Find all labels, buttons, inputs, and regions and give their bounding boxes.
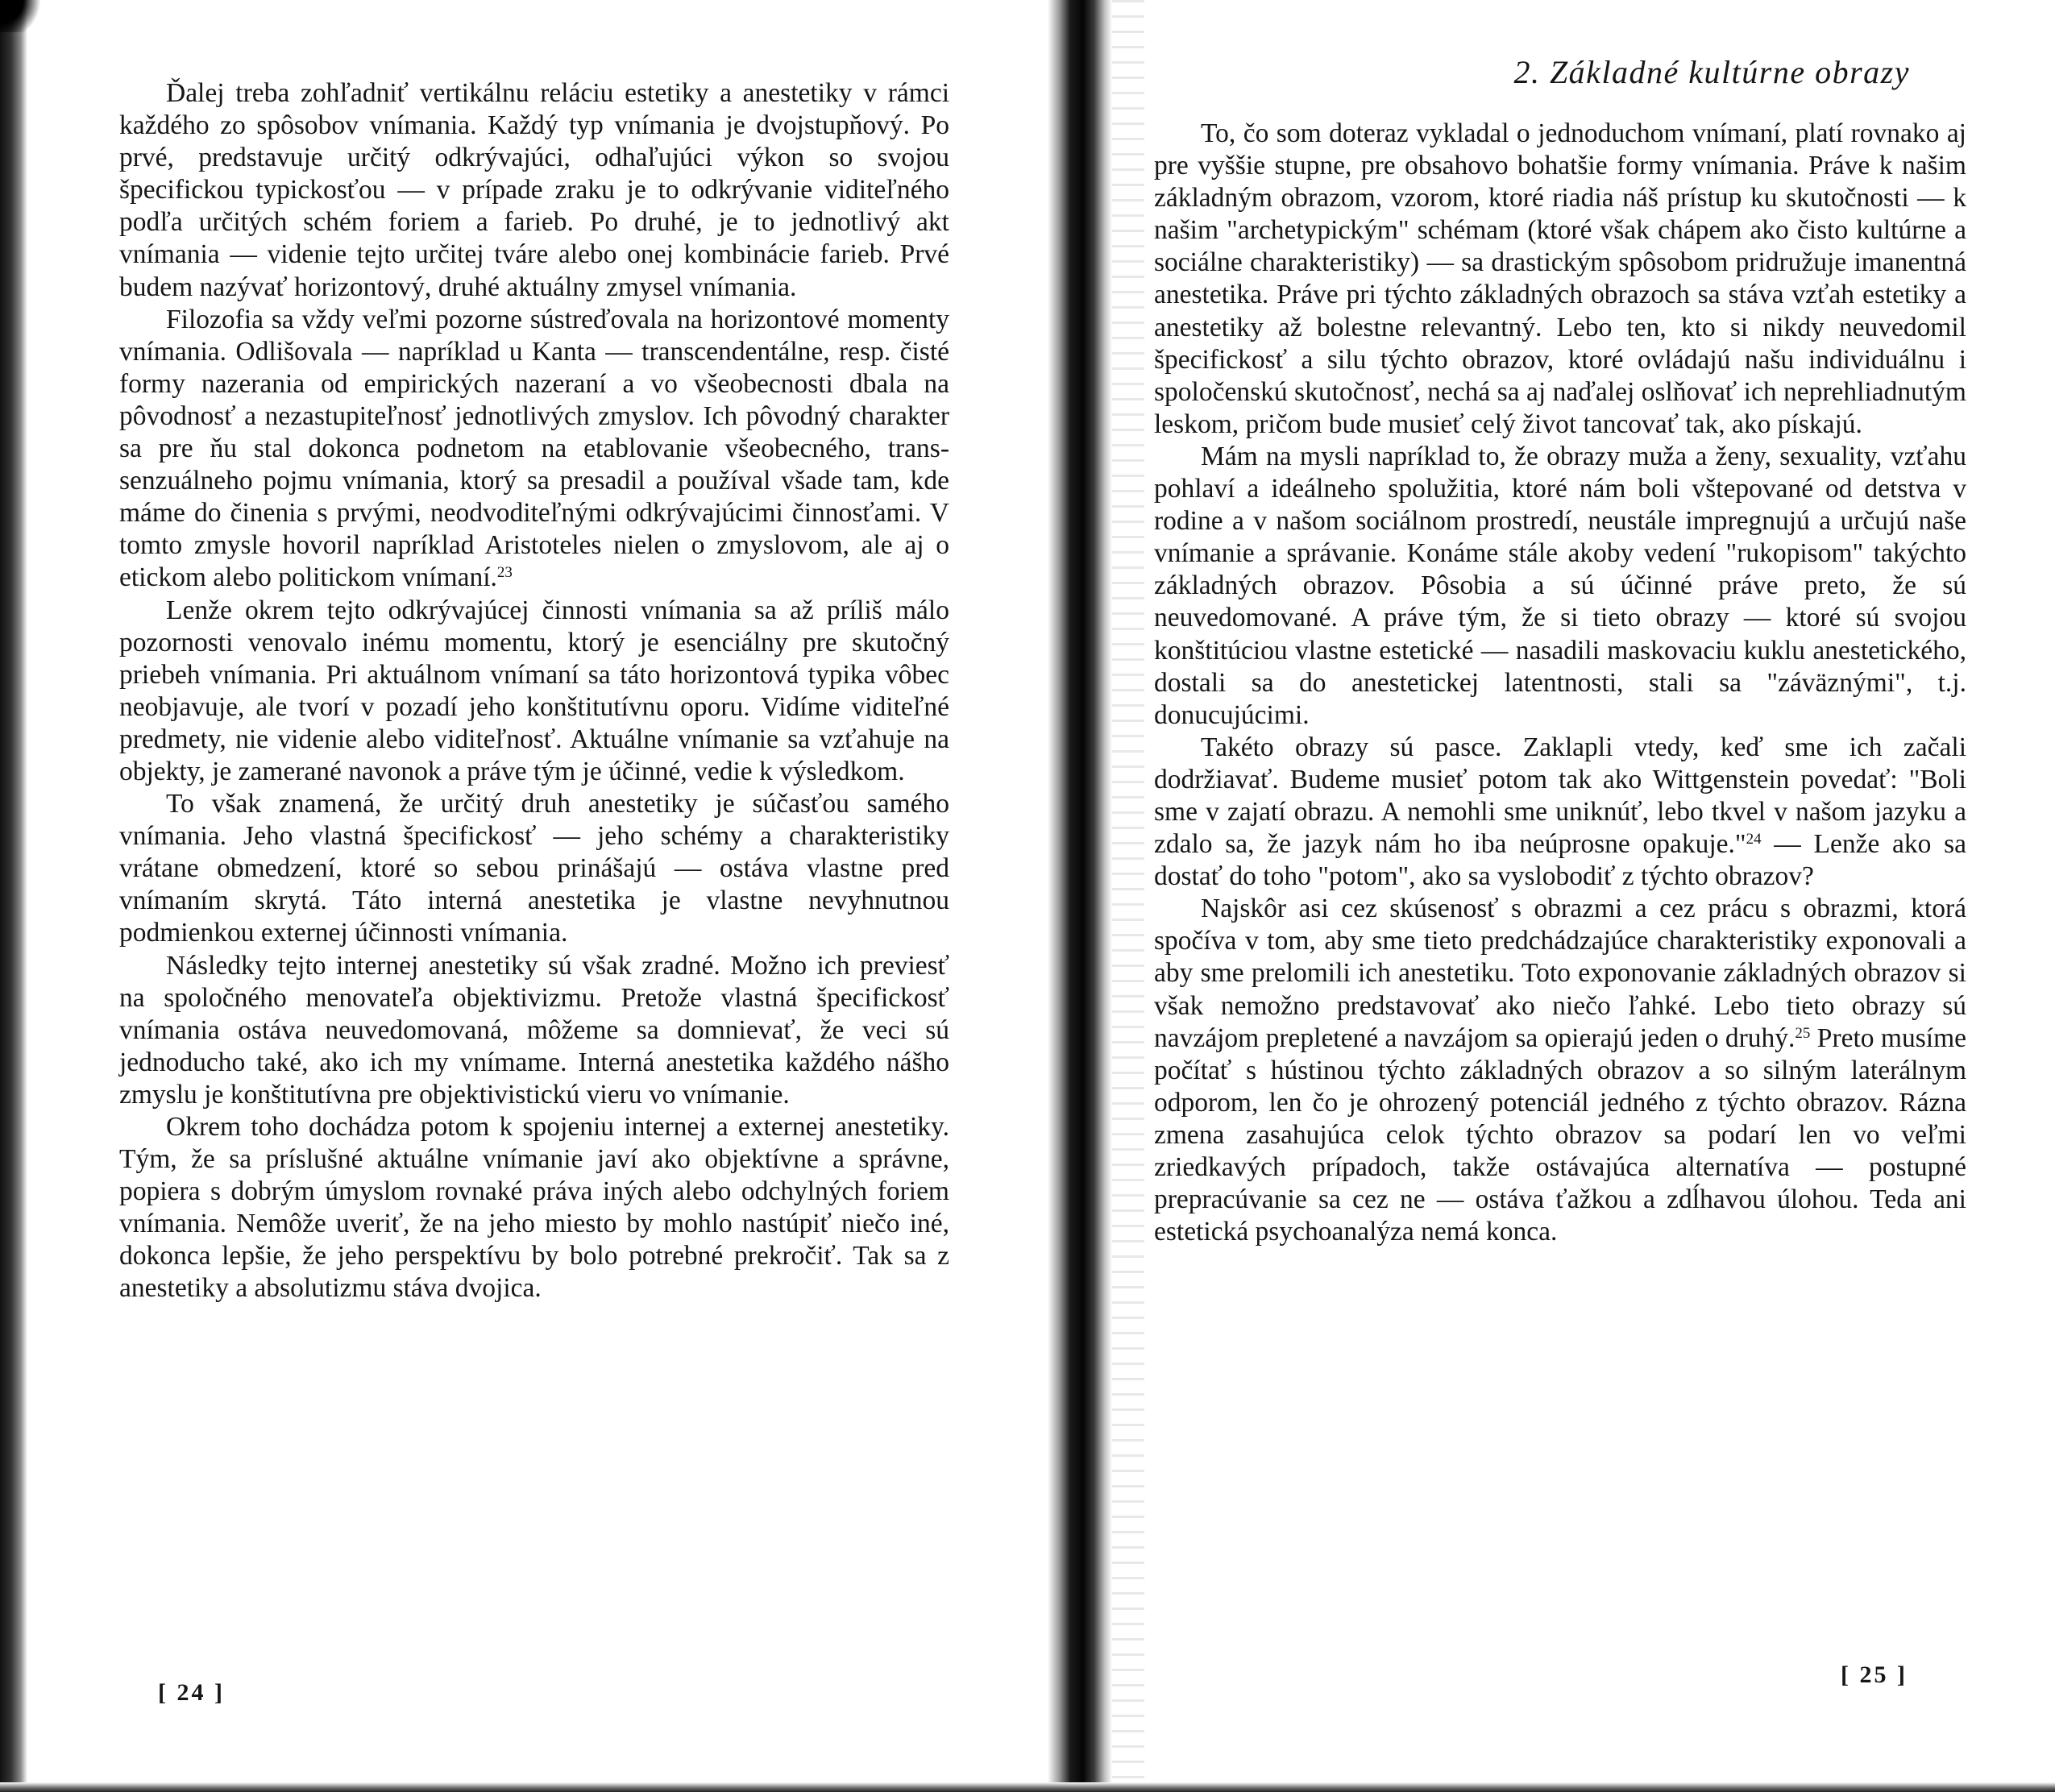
chapter-running-head: 2. Základné kultúrne obrazy xyxy=(1513,54,1910,90)
paragraph: Takéto obrazy sú pasce. Zaklapli vtedy, keď sme ich začali dodržiavať. Budeme musieť potom tak ako Wittgenstein povedať: "Boli sme v zajatí obrazu. A nemohli sme uniknúť, lebo tkvel v našom jazyku a zdalo sa, že jazyk nám ho iba neúprosne opakuje."$^{24}$ — Lenže ako sa dostať do toho "potom", ako sa vyslobodiť z týchto obrazov? xyxy=(1154,732,1966,892)
paragraph: Mám na mysli napríklad to, že obrazy muža a ženy, sexuality, vzťahu pohlaví a ideálneho spolužitia, ktoré nám boli vštepované od detstva v rodine a v našom sociálnom prostredí, neustále impregnujú a určujú naše vnímanie a správanie. Konáme stále akoby vedení "rukopisom" takýchto základných obrazov. Pôsobia a sú účinné práve preto, že sú neuvedomované. A práve tým, že si tieto obrazy — ktoré sú svojou konštitúciou vlastne estetické — nasadili maskovaciu kuklu anestetického, dostali sa do anestetickej latentnosti, stali sa "záväznými", t.j. donucujúcimi. xyxy=(1154,441,1966,730)
right-page-body xyxy=(1154,118,1966,1248)
paragraph: Následky tejto internej anestetiky sú však zradné. Možno ich previesť na spoločného menovateľa objektivizmu. Pretože vlastná špecifickosť vnímania ostáva neuvedomovaná, môžeme sa domnievať, že veci sú jednoducho také, ako ich my vnímame. Interná anestetika každého nášho zmyslu je konštitutívna pre objektivistickú vieru vo vnímanie. xyxy=(119,950,949,1110)
paragraph: Lenže okrem tejto odkrývajúcej činnosti vnímania sa až príliš málo pozornosti venovalo inému momentu, ktorý je esenciálny pre skutočný priebeh vnímania. Pri aktuálnom vnímaní sa táto horizontová typika vôbec neobjavuje, ale tvorí v pozadí jeho konštitutívnu oporu. Vidíme viditeľné predmety, nie videnie alebo viditeľnosť. Aktuálne vnímanie sa vzťahuje na objekty, je zamerané navonok a práve tým je účinné, vedie k výsledkom. xyxy=(119,595,949,786)
footnote-ref: 24 xyxy=(1746,831,1762,848)
paragraph: To, čo som doteraz vykladal o jednoduchom vnímaní, platí rovnako aj pre vyššie stupne, pre obsahovo bohatšie formy vnímania. Práve k našim základným obrazom, vzorom, ktoré riadia náš prístup ku skutočnosti — k našim "archetypickým" schémam (ktoré však chápem ako čisto kultúrne a sociálne charakteristiky) — sa drastickým spôsobom pridružuje imanentná anestetika. Práve pri týchto základných obrazoch sa stáva vzťah estetiky a anestetiky až bolestne relevantný. Lebo ten, kto si nikdy neuvedomil špecifickosť a silu týchto obrazov, ktoré ovládajú našu individuálnu i spoločenskú skutočnosť, nechá sa aj naďalej oslňovať ich neprehliadnutým leskom, pričom bude musieť celý život tancovať tak, ako pískajú. xyxy=(1154,118,1966,439)
left-page-body xyxy=(119,77,949,1305)
paragraph: To však znamená, že určitý druh anestetiky je súčasťou samého vnímania. Jeho vlastná špecifickosť — jeho schémy a charakteristiky vrátane obmedzení, ktoré so sebou prinášajú — ostáva vlastne pred vnímaním skrytá. Táto interná anestetika je vlastne nevyhnutnou podmienkou externej účinnosti vnímania. xyxy=(119,789,949,948)
scan-left-edge xyxy=(0,0,27,1792)
paragraph: Ďalej treba zohľadniť vertikálnu reláciu estetiky a anestetiky v rámci každého zo spôsobov vnímania. Každý typ vnímania je dvojstupňový. Po prvé, predstavuje určitý odkrývajúci, odhaľujúci výkon so svojou špecifickou typickosťou — v prípade zraku je to odkrývanie viditeľného podľa určitých schém foriem a farieb. Po druhé, je to jednotlivý akt vnímania — videnie tejto určitej tváre alebo onej kombinácie farieb. Prvé budem nazývať horizontový, druhé aktuálny zmysel vnímania. xyxy=(119,78,949,302)
paragraph: Najskôr asi cez skúsenosť s obrazmi a cez prácu s obrazmi, ktorá spočíva v tom, aby sme tieto predchádzajúce charakteristiky exponovali a aby sme prelomili ich anestetiku. Toto exponovanie základných obrazov si však nemožno predstavovať ako niečo ľahké. Lebo tieto obrazy sú navzájom prepletené a navzájom sa opierajú jeden o druhý.$^{25}$ Preto musíme počítať s hústinou týchto základných obrazov a so silným laterálnym odporom, len čo je ohrozený potenciál jedného z týchto obrazov. Rázna zmena zasahujúca celok týchto obrazov sa podarí len vo veľmi zriedkavých prípadoch, takže ostávajúca alternatíva — postupné prepracúvanie sa cez ne — ostáva ťažkou a zdĺhavou úlohou. Teda ani estetická psychoanalýza nemá konca. xyxy=(1154,894,1966,1247)
page-number: [ 24 ] xyxy=(158,1679,225,1706)
footnote-ref: 23 xyxy=(496,564,513,582)
book-gutter xyxy=(1048,0,1112,1792)
page-number: [ 25 ] xyxy=(1841,1661,1908,1688)
footnote-ref: 25 xyxy=(1795,1024,1811,1042)
paragraph: Filozofia sa vždy veľmi pozorne sústreďovala na horizontové momenty vnímania. Odlišovala — napríklad u Kanta — transcendentálne, resp. čisté formy nazerania od empirických nazeraní a vo všeobecnosti dbala na pôvodnosť a nezastupiteľnosť jednotlivých zmyslov. Ich pôvodný charakter sa pre ňu stal dokonca podnetom na etablovanie všeobecného, trans-senzuálneho pojmu vnímania, ktorý sa presadil a používal všade tam, kde máme do činenia s prvými, neodvoditeľnými odkrývajúcimi činnosťami. V tomto zmysle hovoril napríklad Aristoteles nielen o zmyslovom, ale aj o etickom alebo politickom vnímaní.$^{23}$ xyxy=(119,304,949,593)
paragraph: Okrem toho dochádza potom k spojeniu internej a externej anestetiky. Tým, že sa príslušné aktuálne vnímanie javí ako objektívne a správne, popiera s dobrým úmyslom rovnaké práva iných alebo odchylných foriem vnímania. Nemôže uveriť, že na jeho miesto by mohlo nastúpiť niečo iné, dokonca lepšie, že jeho perspektívu by bolo potrebné prekročiť. Tak sa z anestetiky a absolutizmu stáva dvojica. xyxy=(119,1112,949,1304)
scan-bottom-edge xyxy=(0,1782,2055,1792)
gutter-noise xyxy=(1112,0,1144,1792)
scan-corner-shadow xyxy=(0,0,48,32)
